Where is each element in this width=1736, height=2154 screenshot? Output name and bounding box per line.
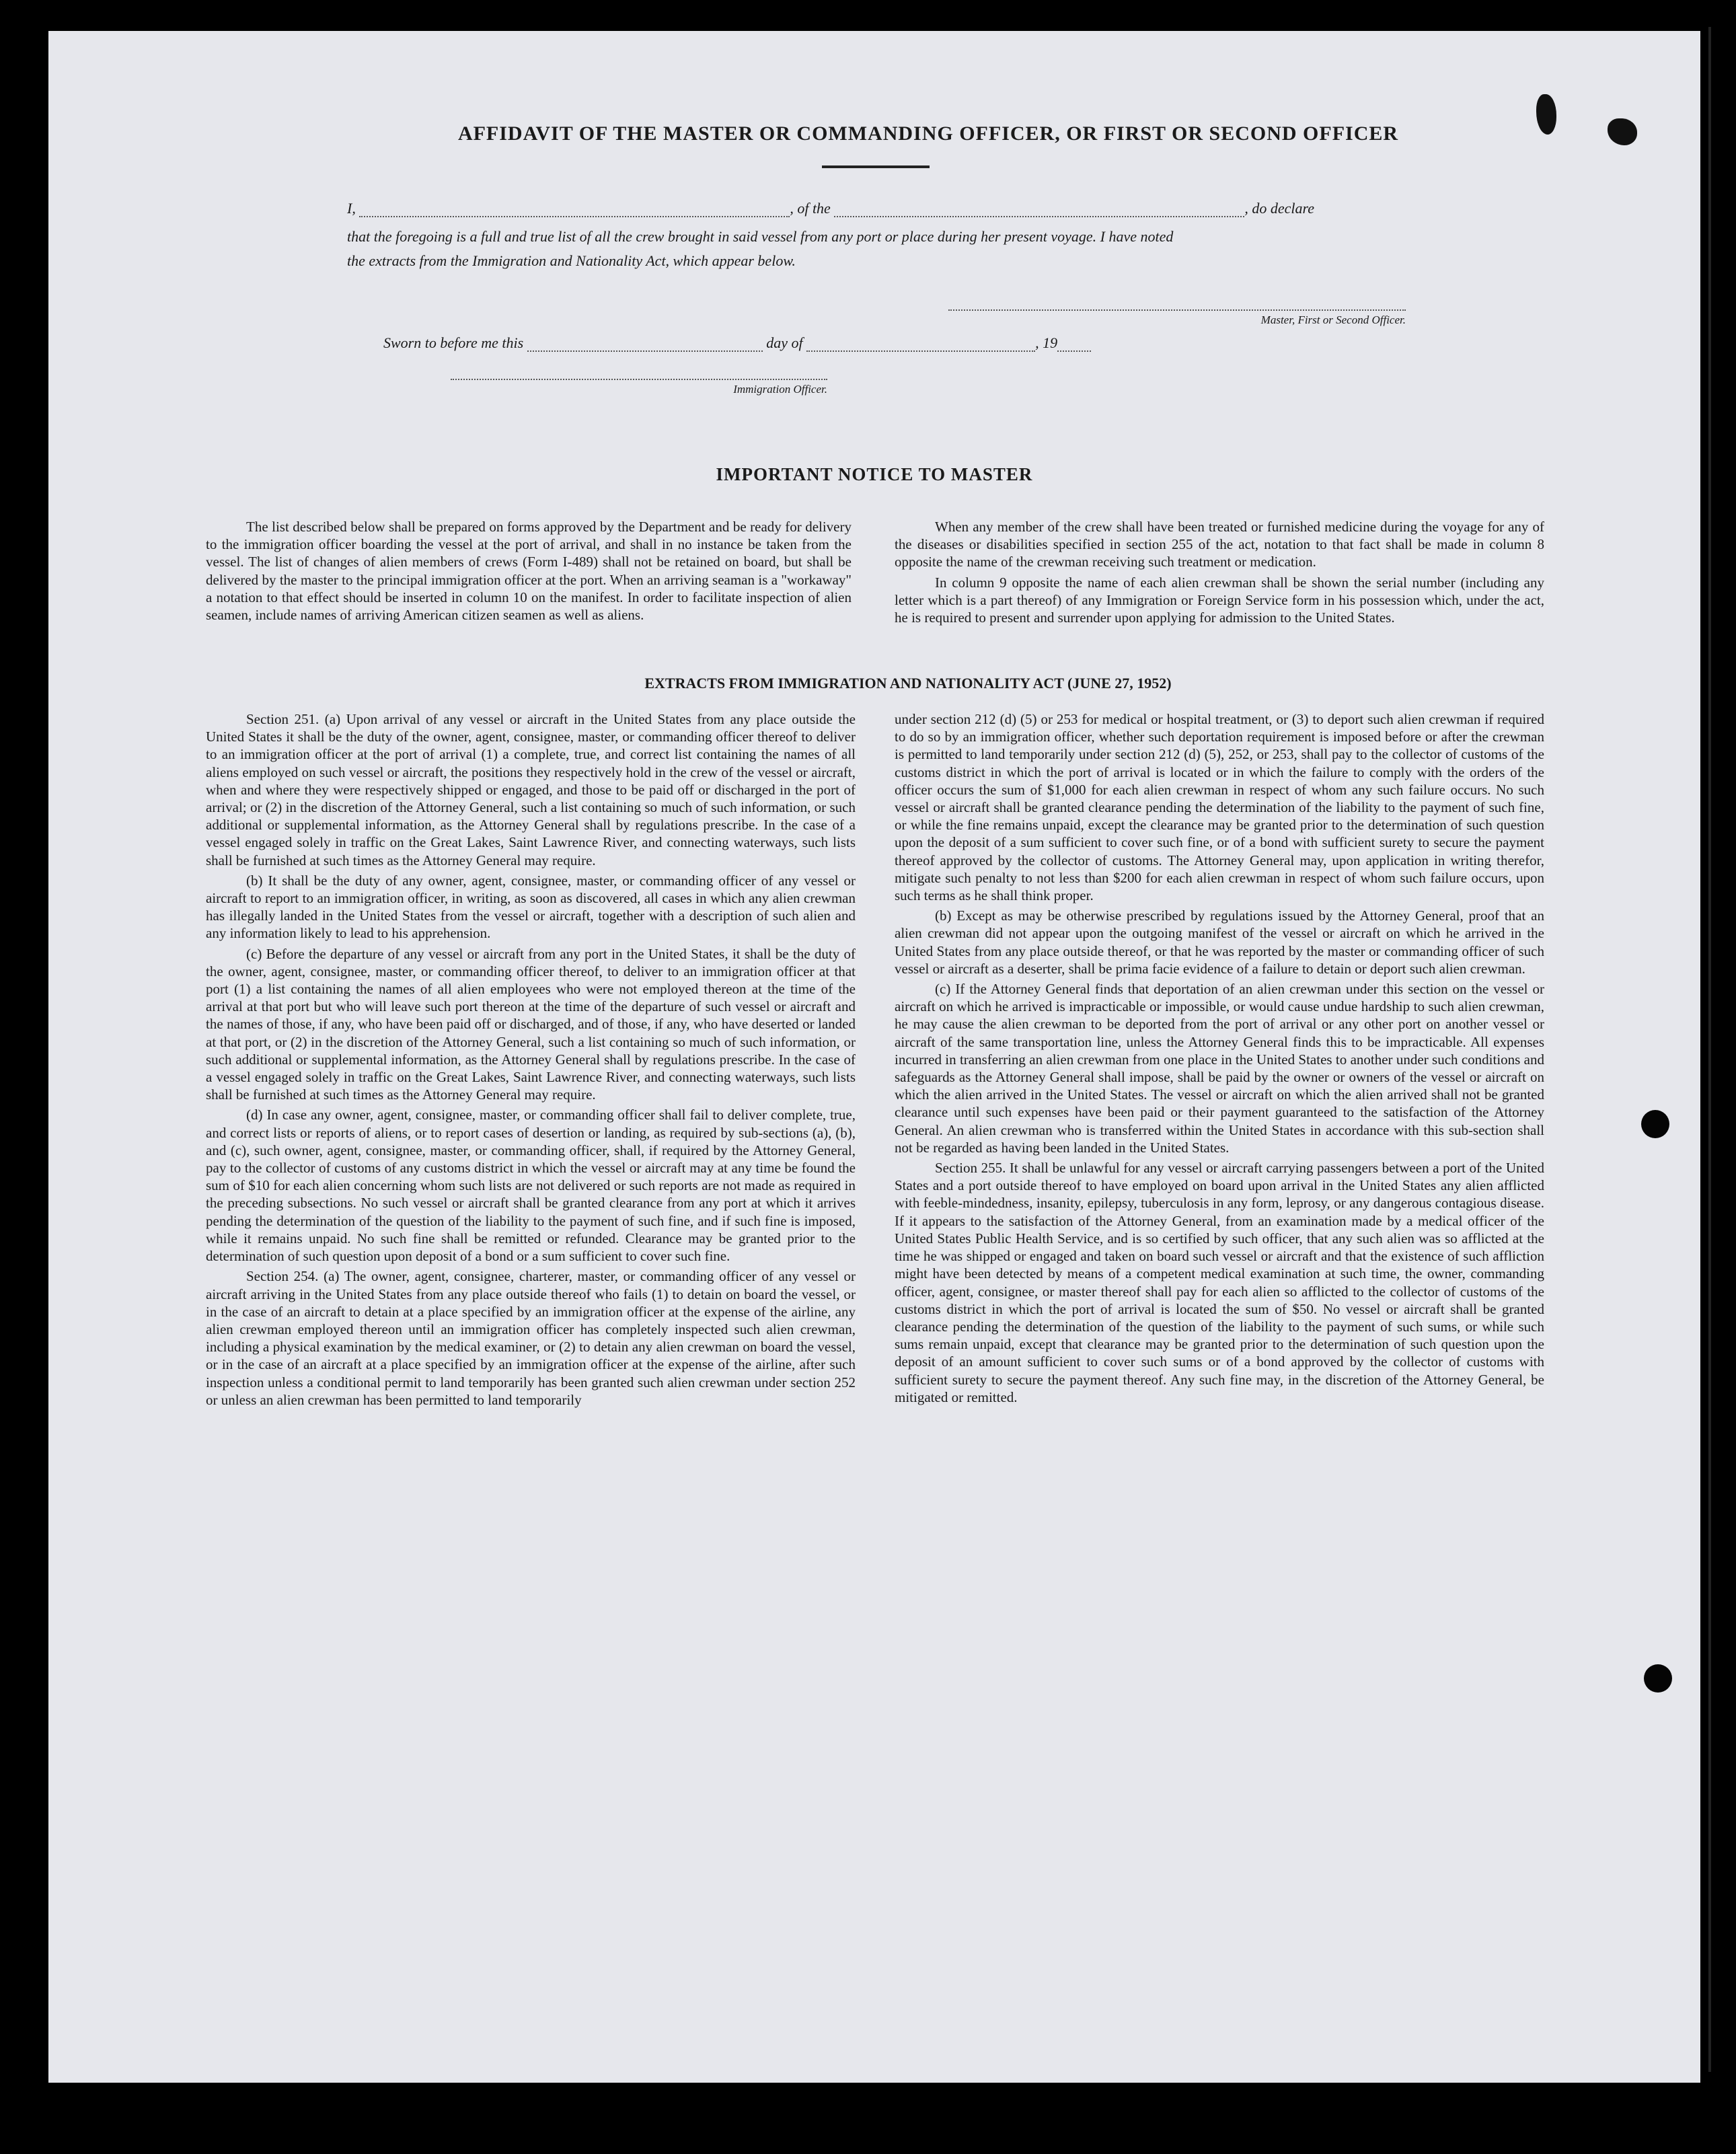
affidavit-do-declare: , do declare xyxy=(1244,200,1314,217)
notice-title: IMPORTANT NOTICE TO MASTER xyxy=(716,464,1033,484)
affidavit-line-2: that the foregoing is a full and true list of all the crew brought in said vessel from any port or place during her present voyage. I have noted xyxy=(347,228,1174,245)
master-signature-block xyxy=(948,309,1406,327)
notice-left-column xyxy=(206,518,852,626)
extract-right-paragraph: Section 255. It shall be unlawful for any vessel or aircraft carrying passengers between a port of the United States and a port outside thereof to have employed on board upon arrival in the United States any alien afflicted with feeble-mindedness, insanity, epilepsy, tuberculosis in any form, leprosy, or any dangerous contagious disease. If it appears to the satisfaction of the Attorney General, from an examination made by a medical officer of the United States Public Health Service, and is so certified by such officer, that any such alien was so afflicted at the time he was shipped or engaged and taken on board such vessel or aircraft and that the existence of such affliction might have been detected by means of a competent medical examination at such time, the owner, commanding officer, agent, consignee, or master thereof shall pay for each alien so afflicted to the collector of customs of the customs district in which the port of arrival is located the sum of $50. No vessel or aircraft shall be granted clearance pending the determination of the question of the liability to the payment of such sums, or while such sums remain unpaid, except that clearance may be granted prior to the determination of such question upon the deposit of an amount sufficient to cover such sums or of a bond approved by the collector of customs with sufficient surety to secure the payment thereof. Any such fine may, in the discretion of the Attorney General, be mitigated or remitted. xyxy=(895,1160,1544,1405)
extract-right-paragraph: (c) If the Attorney General finds that deportation of an alien crewman under this section on the vessel or aircraft on which he arrived is impracticable or impossible, or would cause undue hardship to such alien crewman, he may cause the alien crewman to be deported from the port of arrival or any other port on another vessel or aircraft of the same transportation line, unless the Attorney General finds this to be impracticable. All expenses incurred in transferring an alien crewman from one place in the United States to another under such conditions and safeguards as the Attorney General shall impose, shall be paid by the owner or owners of the vessel or aircraft on which the alien arrived in the United States. The vessel or aircraft on which the alien arrived shall not be granted clearance until such expenses have been paid or their payment guaranteed to the satisfaction of the Attorney General. An alien crewman who is transferred within the United States in accordance with this sub-section shall not be regarded as having been landed in the United States. xyxy=(895,981,1544,1156)
extract-right-paragraph: (b) Except as may be otherwise prescribed by regulations issued by the Attorney General, proof that an alien crewman did not appear upon the outgoing manifest of the vessel or aircraft on which he arrived in the United States from any place outside thereof, or that he was reported by the master or commanding officer of such vessel or aircraft as a deserter, shall be prima facie evidence of a failure to detain or deport such alien crewman. xyxy=(895,907,1544,977)
year-field[interactable] xyxy=(1057,337,1091,352)
notice-right-column xyxy=(895,518,1544,629)
vessel-field[interactable] xyxy=(834,202,1244,217)
title-rule xyxy=(822,165,930,168)
extract-left-paragraph: (b) It shall be the duty of any owner, agent, consignee, master, or commanding officer of any vessel or aircraft to report to an immigration officer, in writing, as soon as discovered, all cases in which any alien crewman has illegally landed in the United States from the vessel or aircraft, together with a description of such alien and any information likely to lead to his apprehension. xyxy=(206,872,856,942)
sworn-label: Sworn to before me this xyxy=(383,334,524,351)
affidavit-i: I, xyxy=(347,200,356,217)
master-signature-field[interactable] xyxy=(948,309,1406,311)
notice-left-paragraph: The list described below shall be prepared on forms approved by the Department and be ready for delivery to the immigration officer boarding the vessel at the port of arrival, and shall in no instance be taken from the vessel. The list of changes of alien members of crews (Form I-489) shall not be retained on board, but shall be delivered by the master to the principal immigration officer at the port. When an arriving seaman is a "workaway" a notation to that effect should be inserted in column 10 on the manifest. In order to facilitate inspection of alien seamen, include names of arriving American citizen seamen as well as aliens. xyxy=(206,519,852,624)
immigration-officer-label: Immigration Officer. xyxy=(733,383,827,396)
officer-signature-block xyxy=(451,379,827,396)
affidavit-of-the: , of the xyxy=(790,200,831,217)
punch-hole xyxy=(1644,1664,1672,1693)
officer-signature-field[interactable] xyxy=(451,379,827,380)
notice-right-paragraph-2: In column 9 opposite the name of each alien crewman shall be shown the serial number (including any letter which is a part thereof) of any Immigration or Foreign Service form in his possession which, under the act, he is required to present and surrender upon applying for admission to the United States. xyxy=(895,574,1544,626)
notice-right-paragraph-1: When any member of the crew shall have been treated or furnished medicine during the voyage for any of the diseases or disabilities specified in section 255 of the act, notation to that fact shall be made in column 8 opposite the name of the crewman receiving such treatment or medication. xyxy=(895,519,1544,570)
extract-left-paragraph: (c) Before the departure of any vessel or aircraft from any port in the United States, it shall be the duty of the owner, agent, consignee, master, or commanding officer thereof, to deliver to an immigration officer at that port (1) a list containing the names of all alien employees who were not employed thereon at the time of the arrival at that port but who will leave such port thereon at the time of the departure of such vessel or aircraft and the names of those, if any, who have been paid off or discharged, and of those, if any, who have deserted or landed at that port, or (2) in the discretion of the Attorney General, such a list containing so much of such information, or such additional or supplemental information, as the Attorney General shall by regulations prescribe. In the case of a vessel engaged solely in traffic on the Great Lakes, Saint Lawrence River, and connecting waterways, such lists shall be furnished at such times as the Attorney General may require. xyxy=(206,945,856,1103)
master-label: Master, First or Second Officer. xyxy=(1260,313,1406,326)
affidavit-line-1 xyxy=(347,196,1403,221)
extract-left-paragraph: (d) In case any owner, agent, consignee, master, or commanding officer shall fail to deliver complete, true, and correct lists or reports of aliens, or to report cases of desertion or landing, as required by sub-sections (a), (b), and (c), such owner, agent, consignee, master, or commanding officer, shall, if required by the Attorney General, pay to the collector of customs of any customs district in which the vessel or aircraft may at any time be found the sum of $10 for each alien concerning whom such lists are not delivered or such reports are not made as required in the preceding subsections. No such vessel or aircraft shall be granted clearance from any port at which it arrives pending the determination of the question of the liability to the payment of such fine, and if such fine is imposed, while it remains unpaid. No such fine shall be remitted or refunded. Clearance may be granted prior to the determination of such question upon deposit of a bond or a sum sufficient to cover such fine. xyxy=(206,1107,856,1265)
day-of-label: day of xyxy=(766,334,803,351)
affidavit-line-3: the extracts from the Immigration and Nationality Act, which appear below. xyxy=(347,252,796,269)
name-field[interactable] xyxy=(359,202,790,217)
punch-hole xyxy=(1641,1110,1669,1138)
sworn-month-field[interactable] xyxy=(806,337,1035,352)
extract-left-paragraph: Section 254. (a) The owner, agent, consignee, charterer, master, or commanding officer of any vessel or aircraft arriving in the United States from any place outside thereof who fails (1) to detain on board the vessel, or in the case of an aircraft to detain at a place specified by an immigration officer at the expense of the airline, any alien crewman employed thereon until an immigration officer has completely inspected such alien crewman, including a physical examination by the medical examiner, or (2) to detain any alien crewman on board the vessel, or in the case of an aircraft at a place specified by an immigration officer at the expense of the airline, after such inspection unless a conditional permit to land temporarily has been granted such alien crewman under section 252 or unless an alien crewman has been permitted to land temporarily xyxy=(206,1268,856,1408)
affidavit-title: AFFIDAVIT OF THE MASTER OR COMMANDING OFFICER, OR FIRST OR SECOND OFFICER xyxy=(457,122,1399,145)
extracts-left-column xyxy=(206,710,856,1411)
sworn-day-field[interactable] xyxy=(527,337,763,352)
scan-edge xyxy=(1708,27,1711,2072)
extracts-title: EXTRACTS FROM IMMIGRATION AND NATIONALITY ACT (JUNE 27, 1952) xyxy=(644,675,1172,692)
extract-right-paragraph: under section 212 (d) (5) or 253 for medical or hospital treatment, or (3) to deport such alien crewman if required to do so by an immigration officer, whether such deportation requirement is imposed before or after the crewman is permitted to land temporarily under section 212 (d) (5), 252, or 253, shall pay to the collector of customs of the customs district in which the port of arrival is located or in which the failure to comply with the orders of the officer occurs the sum of $1,000 for each alien crewman in respect of whom any such failure occurs. No such vessel or aircraft shall be granted clearance pending the determination of the liability to the payment of such fine, or while the fine remains unpaid, except the clearance may be granted prior to the determination of such question upon the deposit of a sum sufficient to cover such fine, or of a bond with sufficient surety to secure the payment thereof approved by the collector of customs. The Attorney General may, upon application in writing therefor, mitigate such penalty to not less than $200 for each alien crewman in respect of whom such failure occurs, upon such terms as he shall think proper. xyxy=(895,711,1544,904)
extract-left-paragraph: Section 251. (a) Upon arrival of any vessel or aircraft in the United States from any place outside the United States it shall be the duty of the owner, agent, consignee, master, or commanding officer thereof to deliver to an immigration officer at the port of arrival (1) a complete, true, and correct list containing the names of all aliens employed on such vessel or aircraft, the positions they respectively hold in the crew of the vessel or aircraft, when and where they were respectively shipped or engaged, and those to be paid off or discharged in the port of arrival; or (2) in the discretion of the Attorney General, such a list containing so much of such information, or such additional or supplemental information, as the Attorney General shall by regulations prescribe. In the case of a vessel engaged solely in traffic on the Great Lakes, Saint Lawrence River, and connecting waterways, such lists shall be furnished at such times as the Attorney General may require. xyxy=(206,711,856,868)
sworn-line xyxy=(383,331,1191,355)
year-label: , 19 xyxy=(1035,334,1058,351)
extracts-right-column xyxy=(895,710,1544,1409)
